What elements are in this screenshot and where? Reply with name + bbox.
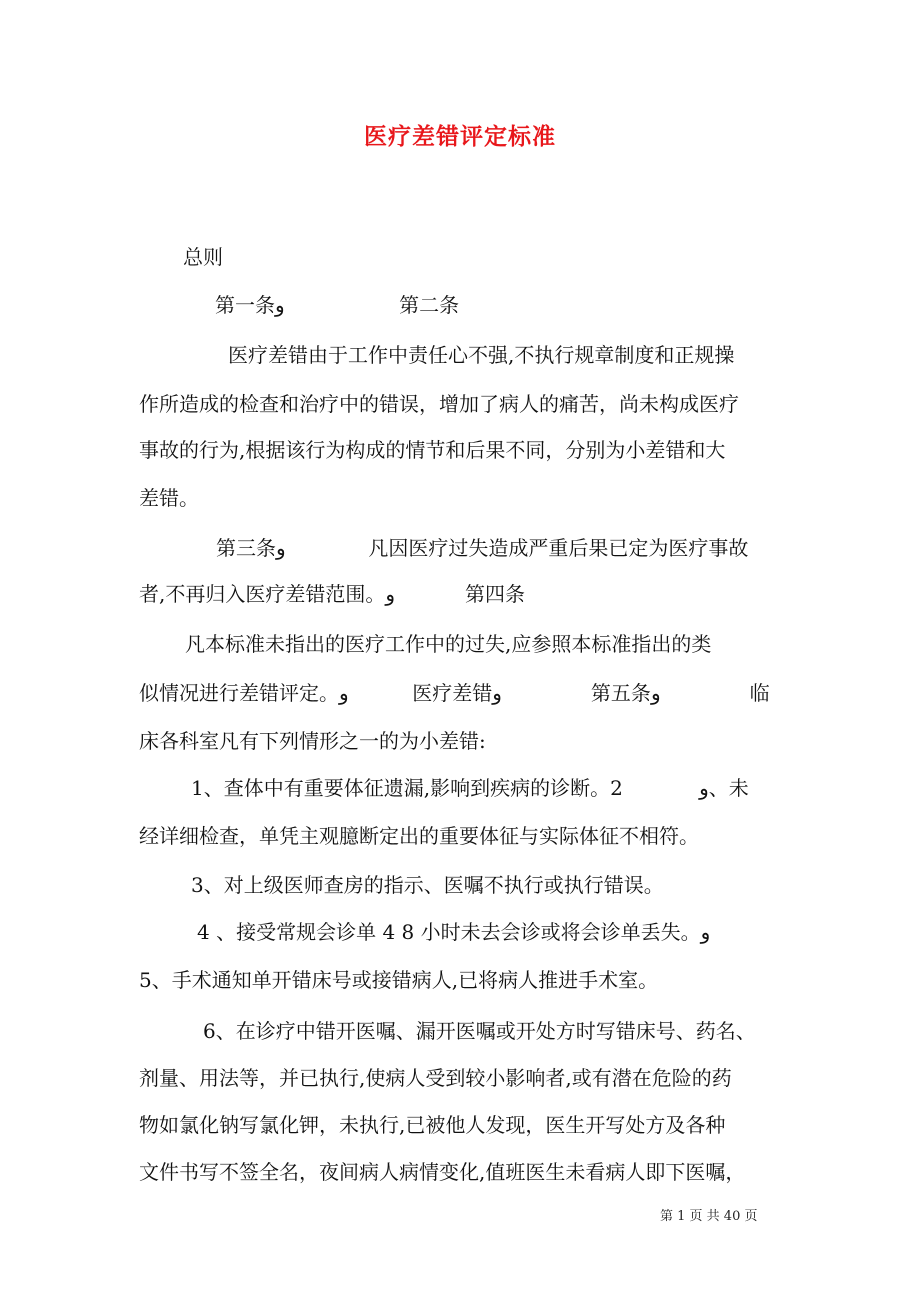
page-number: 第 1 页 共 40 页: [660, 1209, 758, 1224]
paragraph-line: 医疗差错由于工作中责任心不强,不执行规章制度和正规操: [228, 343, 735, 367]
paragraph-line: 事故的行为,根据该行为构成的情节和后果不同，分别为小差错和大: [139, 438, 726, 462]
paragraph-line: 第三条و 凡因医疗过失造成严重后果已定为医疗事故: [216, 536, 749, 560]
paragraph-line: 床各科室凡有下列情形之一的为小差错:: [139, 729, 486, 753]
list-item-line: 3、对上级医师查房的指示、医嘱不执行或执行错误。: [191, 873, 664, 897]
paragraph-line: 差错。: [139, 486, 199, 510]
list-item-line: 文件书写不签全名，夜间病人病情变化,值班医生未看病人即下医嘱，: [139, 1160, 746, 1184]
section-heading: 总则: [183, 245, 223, 269]
list-item-line: 物如氯化钠写氯化钾，未执行,已被他人发现，医生开写处方及各种: [139, 1113, 726, 1137]
document-title: 医疗差错评定标准: [364, 123, 556, 150]
paragraph-line: 者,不再归入医疗差错范围。و 第四条: [139, 582, 525, 606]
paragraph-line: 作所造成的检查和治疗中的错误，增加了病人的痛苦，尚未构成医疗: [139, 392, 739, 416]
paragraph-line: 似情况进行差错评定。و 医疗差错و 第五条و 临: [139, 681, 770, 705]
list-item-line: 6、在诊疗中错开医嘱、漏开医嘱或开处方时写错床号、药名、: [203, 1019, 756, 1043]
list-item-line: 经详细检查，单凭主观臆断定出的重要体征与实际体征不相符。: [139, 824, 699, 848]
article-heading-line: 第一条و 第二条: [215, 293, 460, 317]
list-item-line: 4 、接受常规会诊单 4 8 小时未去会诊或将会诊单丢失。و: [197, 920, 711, 944]
list-item-line: 剂量、用法等，并已执行,使病人受到较小影响者,或有潜在危险的药: [139, 1066, 732, 1090]
paragraph-line: 凡本标准未指出的医疗工作中的过失,应参照本标准指出的类: [185, 632, 712, 656]
list-item-line: 5、手术通知单开错床号或接错病人,已将病人推进手术室。: [139, 968, 659, 992]
list-item-line: 1、查体中有重要体征遗漏,影响到疾病的诊断。2 و、未: [191, 776, 749, 800]
